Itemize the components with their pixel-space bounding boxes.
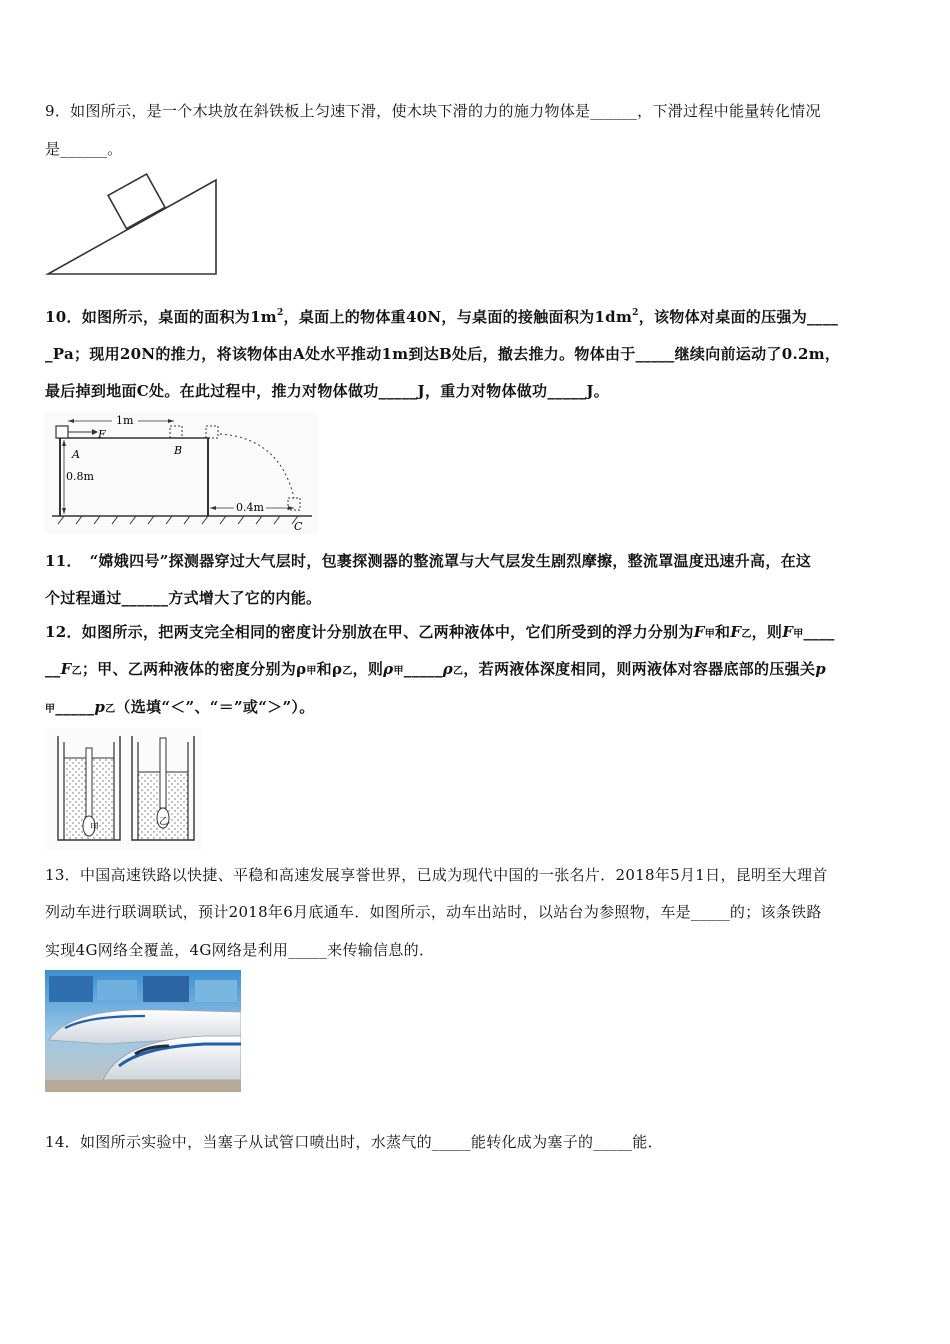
q14-line1: 14．如图所示实验中，当塞子从试管口喷出时，水蒸气的_____能转化成为塞子的_____能．	[45, 1133, 663, 1151]
label-c: C	[294, 520, 303, 533]
q10-sup-1: 2	[276, 308, 284, 318]
label-a: A	[72, 448, 80, 461]
q10-line3: 最后掉到地面C处。在此过程中，推力对物体做功_____J，重力对物体做功_____J。	[45, 382, 610, 400]
label-08m: 0.8m	[66, 470, 94, 483]
q12-line2-b: ；甲、乙两种液体的密度分别为ρ	[81, 660, 307, 678]
hydrometer-figure	[44, 728, 202, 850]
label-f: F	[98, 428, 106, 441]
q12-line2-c: 和ρ	[316, 660, 343, 678]
q12-p-yi: p	[94, 698, 106, 716]
label-b: B	[174, 444, 183, 457]
q12-line3-b: （选填“＜”、“＝”或“＞”）。	[115, 698, 315, 716]
incline-figure	[44, 170, 222, 278]
high-speed-train-photo	[45, 970, 241, 1092]
label-1m: 1m	[116, 414, 134, 427]
q11-line1: 11． “嫦娥四号”探测器穿过大气层时，包裹探测器的整流罩与大气层发生剧烈摩擦，整流罩温度迅速升高，在这	[45, 552, 812, 570]
q10-line1	[45, 307, 838, 327]
q13-line3: 实现4G网络全覆盖，4G网络是利用_____来传输信息的．	[45, 941, 435, 959]
label-04m: 0.4m	[236, 501, 264, 514]
q12-p-jia: p	[815, 660, 827, 678]
q10-line1-b: ，桌面上的物体重40N，与桌面的接触面积为1dm	[283, 308, 633, 326]
q12-f-yi-2: F	[60, 660, 72, 678]
q12-line3-a: _____	[55, 698, 95, 716]
q12-rho-jia: ρ	[383, 660, 394, 678]
q12-sub-jia-3: 甲	[306, 666, 317, 677]
q10-sup-2: 2	[632, 308, 639, 318]
q12-line1-b: ，则	[751, 623, 783, 641]
q13-line1: 13．中国高速铁路以快捷、平稳和高速发展享誉世界，已成为现代中国的一张名片．2018年5月1日，昆明至大理首	[45, 866, 828, 884]
label-jia: 甲	[90, 823, 100, 833]
q12-sub-jia-4: 甲	[393, 666, 404, 677]
q12-f-jia: F	[693, 623, 705, 641]
q12-f-jia-2: F	[782, 623, 794, 641]
q12-sub-jia-1: 甲	[704, 629, 716, 640]
q9-line1: 9．如图所示，是一个木块放在斜铁板上匀速下滑，使木块下滑的力的施力物体是______，下滑过程中能量转化情况	[45, 102, 821, 120]
q12-sub-yi-4: 乙	[453, 666, 464, 677]
q12-line3	[45, 697, 315, 720]
q12-sub-yi-2: 乙	[71, 666, 82, 677]
q10-line1-a: 10．如图所示，桌面的面积为1m	[45, 308, 277, 326]
q12-sub-jia-2: 甲	[793, 629, 804, 640]
q10-line2: _Pa；现用20N的推力，将该物体由A处水平推动1m到达B处后，撤去推力。物体由于_____继续向前运动了0.2m，	[45, 345, 841, 363]
q12-and: 和	[715, 623, 731, 641]
q12-sub-yi-5: 乙	[105, 704, 116, 715]
q12-sub-yi-3: 乙	[342, 666, 353, 677]
q12-line2	[45, 659, 826, 682]
block-a	[56, 426, 68, 438]
q12-line1-a: 12．如图所示，把两支完全相同的密度计分别放在甲、乙两种液体中，它们所受到的浮力分别为	[45, 623, 694, 641]
label-yi: 乙	[159, 817, 169, 827]
q11-line2: 个过程通过______方式增大了它的内能。	[45, 589, 322, 607]
q12-sub-jia-5: 甲	[45, 704, 56, 715]
q12-f-yi: F	[730, 623, 742, 641]
q12-line1	[45, 622, 835, 645]
q12-line1-c: ____	[803, 623, 835, 641]
q13-line2: 列动车进行联调联试，预计2018年6月底通车．如图所示，动车出站时，以站台为参照物，车是_____的；该条铁路	[45, 903, 822, 921]
q10-line1-c: ，该物体对桌面的压强为____	[638, 308, 839, 326]
q12-line2-d: ，则	[352, 660, 384, 678]
q12-line2-a: __	[45, 660, 61, 678]
q12-line2-f: ，若两液体深度相同，则两液体对容器底部的压强关	[463, 660, 816, 678]
wood-block	[108, 174, 165, 229]
q12-line2-e: _____	[403, 660, 443, 678]
q9-line2: 是______。	[45, 140, 123, 158]
q12-sub-yi-1: 乙	[741, 629, 752, 640]
q12-rho-yi: ρ	[442, 660, 454, 678]
table-push-figure	[44, 412, 318, 534]
